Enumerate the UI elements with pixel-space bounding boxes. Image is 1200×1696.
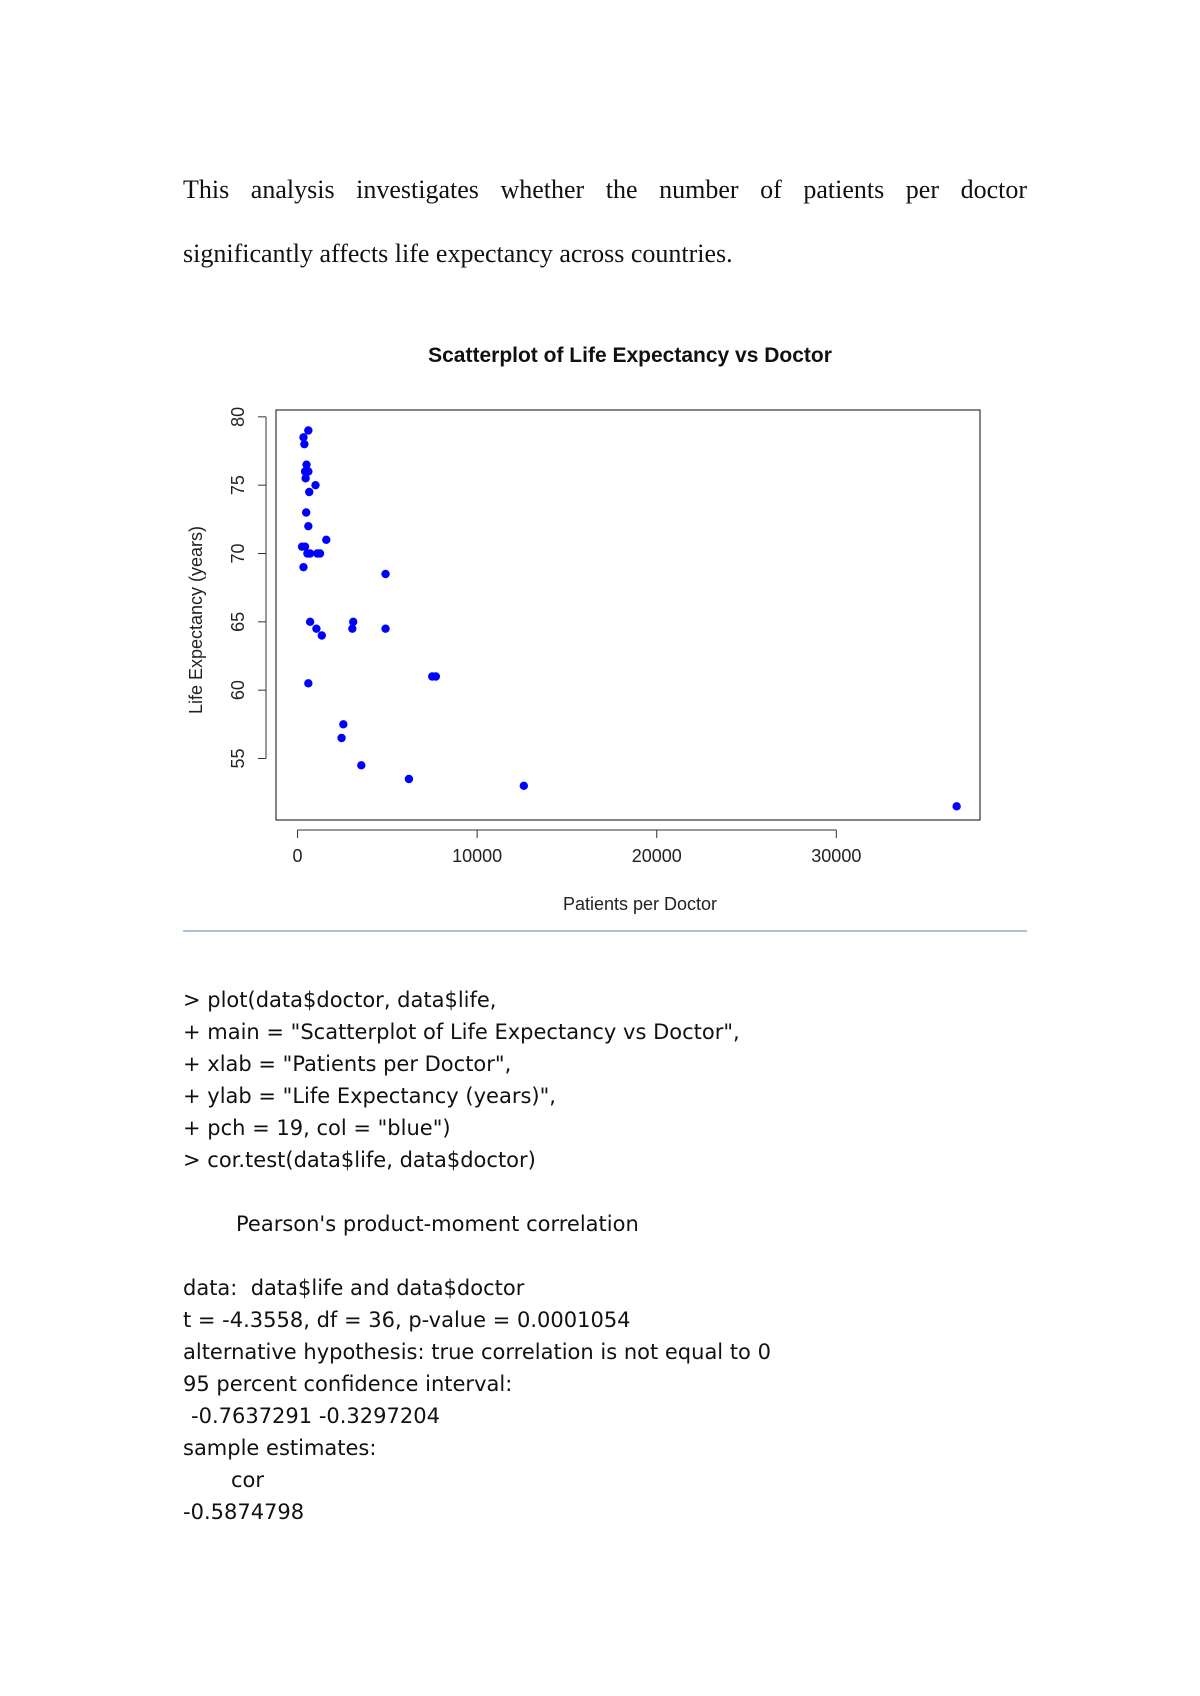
scatterplot-chart (170, 330, 1030, 920)
console-line: > plot(data$doctor, data$life, (183, 988, 497, 1012)
console-line: + ylab = "Life Expectancy (years)", (183, 1084, 556, 1108)
console-line: t = -4.3558, df = 36, p-value = 0.0001054 (183, 1308, 631, 1332)
data-point (339, 720, 347, 728)
data-point (520, 782, 528, 790)
data-point (357, 761, 365, 769)
data-point (322, 536, 330, 544)
console-line: sample estimates: (183, 1436, 377, 1460)
data-points (298, 426, 961, 810)
y-tick-label: 75 (228, 475, 248, 496)
y-axis (228, 407, 266, 769)
console-line: alternative hypothesis: true correlation is not equal to 0 (183, 1340, 771, 1364)
console-line: + pch = 19, col = "blue") (183, 1116, 451, 1140)
x-tick-label: 30000 (811, 846, 862, 866)
scatterplot-figure (170, 330, 1030, 920)
estimate-label: cor (231, 1468, 265, 1492)
y-tick-label: 55 (228, 748, 248, 769)
y-tick-label: 65 (228, 611, 248, 632)
y-tick-label: 70 (228, 543, 248, 564)
console-line: 95 percent confidence interval: (183, 1372, 513, 1396)
data-point (304, 522, 312, 530)
y-tick-label: 80 (228, 406, 248, 427)
data-point (300, 440, 308, 448)
x-axis-label: Patients per Doctor (562, 894, 718, 914)
x-axis (293, 830, 862, 866)
data-point (337, 734, 345, 742)
data-point (305, 488, 313, 496)
data-point (306, 618, 314, 626)
data-point (301, 474, 309, 482)
section-divider (183, 930, 1027, 932)
console-line: + main = "Scatterplot of Life Expectancy vs Doctor", (183, 1020, 740, 1044)
data-point (405, 775, 413, 783)
data-point (381, 570, 389, 578)
data-point (316, 549, 324, 557)
confidence-interval-values: -0.7637291 -0.3297204 (191, 1404, 440, 1428)
chart-title: Scatterplot of Life Expectancy vs Doctor (428, 344, 832, 367)
data-point (952, 802, 960, 810)
data-point (299, 563, 307, 571)
data-point (432, 672, 440, 680)
data-point (312, 624, 320, 632)
data-point (304, 679, 312, 687)
x-tick-label: 0 (292, 846, 303, 866)
console-line: > cor.test(data$life, data$doctor) (183, 1148, 536, 1172)
plot-frame (276, 410, 980, 820)
x-tick-label: 20000 (631, 846, 682, 866)
intro-paragraph: This analysis investigates whether the number of patients per doctor significantly affects life expectancy across countries. (183, 175, 1027, 268)
data-point (302, 508, 310, 516)
y-tick-label: 60 (228, 680, 248, 701)
data-point (311, 481, 319, 489)
y-axis-label: Life Expectancy (years) (186, 525, 206, 715)
test-heading: Pearson's product-moment correlation (236, 1212, 639, 1236)
r-console-output (183, 984, 1043, 1528)
data-point (304, 426, 312, 434)
data-point (306, 549, 314, 557)
console-line: + xlab = "Patients per Doctor", (183, 1052, 512, 1076)
data-point (381, 624, 389, 632)
estimate-value: -0.5874798 (183, 1500, 305, 1524)
data-point (318, 631, 326, 639)
console-line: data: data$life and data$doctor (183, 1276, 525, 1300)
data-point (348, 624, 356, 632)
x-tick-label: 10000 (452, 846, 503, 866)
